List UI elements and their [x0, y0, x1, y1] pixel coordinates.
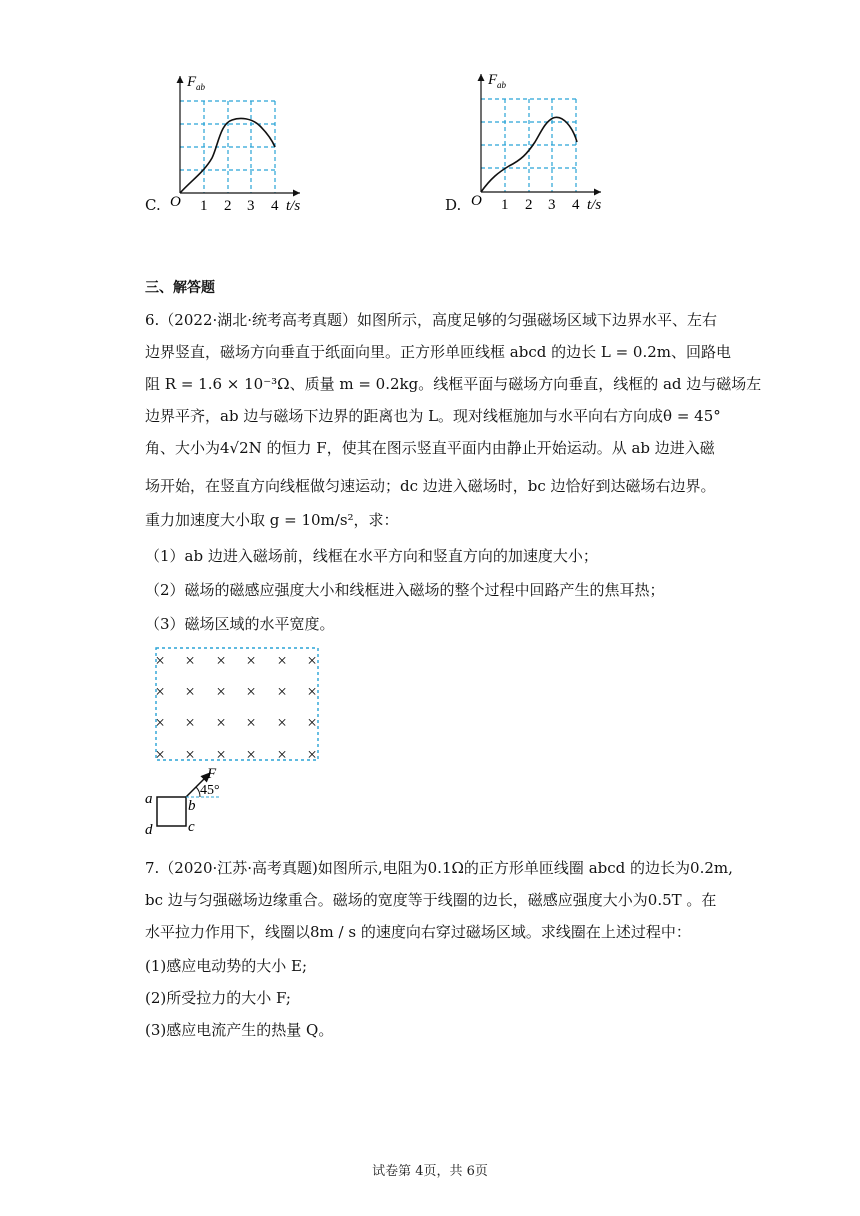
q7-sub-3: (3)感应电流产生的热量 Q。	[145, 1021, 334, 1039]
field-cross: ×	[246, 651, 256, 670]
field-cross: ×	[155, 651, 165, 670]
field-cross: ×	[155, 745, 165, 764]
field-cross: ×	[307, 713, 317, 732]
field-cross: ×	[277, 713, 287, 732]
magnetic-field-figure	[140, 642, 340, 842]
field-cross: ×	[246, 713, 256, 732]
corner-d: d	[145, 822, 153, 838]
field-cross: ×	[216, 745, 226, 764]
q6-figure	[140, 642, 340, 842]
field-cross: ×	[216, 651, 226, 670]
q6-line-5: 角、大小为4√2N 的恒力 F，使其在图示竖直平面内由静止开始运动。从 ab 边进入磁	[145, 439, 715, 457]
square-loop	[157, 797, 186, 826]
q7-sub-1: (1)感应电动势的大小 E;	[145, 957, 308, 975]
y-label: F	[187, 74, 197, 90]
field-cross: ×	[246, 745, 256, 764]
field-cross: ×	[277, 682, 287, 701]
option-d-graph	[441, 68, 641, 218]
tick: 3	[548, 197, 556, 213]
q7-line-1: 7.（2020·江苏·高考真题)如图所示,电阻为0.1Ω的正方形单匝线圈 abcd 的边长为0.2m,	[145, 859, 733, 877]
field-cross: ×	[185, 651, 195, 670]
tick: 2	[224, 198, 232, 214]
tick: 1	[200, 198, 208, 214]
tick: 2	[525, 197, 533, 213]
field-cross: ×	[155, 682, 165, 701]
corner-b: b	[188, 798, 196, 814]
field-cross: ×	[307, 745, 317, 764]
option-c-letter: C.	[145, 196, 161, 214]
q6-line-4: 边界平齐，ab 边与磁场下边界的距离也为 L。现对线框施加与水平向右方向成θ = 45°	[145, 407, 721, 425]
origin: O	[170, 194, 181, 210]
q6-sub-3: （3）磁场区域的水平宽度。	[145, 615, 335, 633]
q7-sub-2: (2)所受拉力的大小 F;	[145, 989, 291, 1007]
option-d	[441, 68, 641, 218]
field-cross: ×	[185, 682, 195, 701]
field-cross: ×	[185, 713, 195, 732]
option-c	[140, 68, 340, 218]
field-cross: ×	[185, 745, 195, 764]
field-cross: ×	[277, 651, 287, 670]
t-label: t/s	[286, 198, 301, 214]
q6-line-1: 6.（2022·湖北·统考高考真题）如图所示，高度足够的匀强磁场区域下边界水平、左右	[145, 311, 718, 329]
option-d-letter: D.	[445, 196, 462, 214]
force-label: F	[207, 766, 217, 782]
corner-a: a	[145, 791, 153, 807]
field-region	[156, 648, 318, 760]
q6-line-7: 重力加速度大小取 g = 10m/s²，求：	[145, 511, 399, 529]
field-cross: ×	[216, 682, 226, 701]
field-cross: ×	[155, 713, 165, 732]
field-cross: ×	[277, 745, 287, 764]
q6-sub-2: （2）磁场的磁感应强度大小和线框进入磁场的整个过程中回路产生的焦耳热；	[145, 581, 665, 599]
field-cross: ×	[216, 713, 226, 732]
y-sub: ab	[497, 80, 506, 90]
field-cross: ×	[307, 651, 317, 670]
field-cross: ×	[246, 682, 256, 701]
tick: 3	[247, 198, 255, 214]
q6-line-2: 边界竖直，磁场方向垂直于纸面向里。正方形单匝线框 abcd 的边长 L = 0.2m、回路电	[145, 343, 731, 361]
origin: O	[471, 193, 482, 209]
corner-c: c	[188, 819, 195, 835]
y-label: F	[488, 72, 498, 88]
t-label: t/s	[587, 197, 602, 213]
tick: 4	[271, 198, 279, 214]
q7-line-3: 水平拉力作用下，线圈以8m / s 的速度向右穿过磁场区域。求线圈在上述过程中：	[145, 923, 691, 941]
option-c-graph	[140, 68, 340, 218]
q6-line-6: 场开始，在竖直方向线框做匀速运动；dc 边进入磁场时，bc 边恰好到达磁场右边界。	[145, 477, 716, 495]
tick: 1	[501, 197, 509, 213]
q7-line-2: bc 边与匀强磁场边缘重合。磁场的宽度等于线圈的边长，磁感应强度大小为0.5T 。在	[145, 891, 717, 909]
y-sub: ab	[196, 82, 205, 92]
q6-sub-1: （1）ab 边进入磁场前，线框在水平方向和竖直方向的加速度大小；	[145, 547, 598, 565]
field-cross: ×	[307, 682, 317, 701]
page-footer: 试卷第 4页，共 6页	[372, 1164, 488, 1179]
tick: 4	[572, 197, 580, 213]
q6-line-3: 阻 R = 1.6 × 10⁻³Ω、质量 m = 0.2kg。线框平面与磁场方向垂直，线框的 ad 边与磁场左	[145, 375, 762, 393]
angle-label: 45°	[200, 783, 220, 798]
section-title: 三、解答题	[145, 280, 215, 296]
